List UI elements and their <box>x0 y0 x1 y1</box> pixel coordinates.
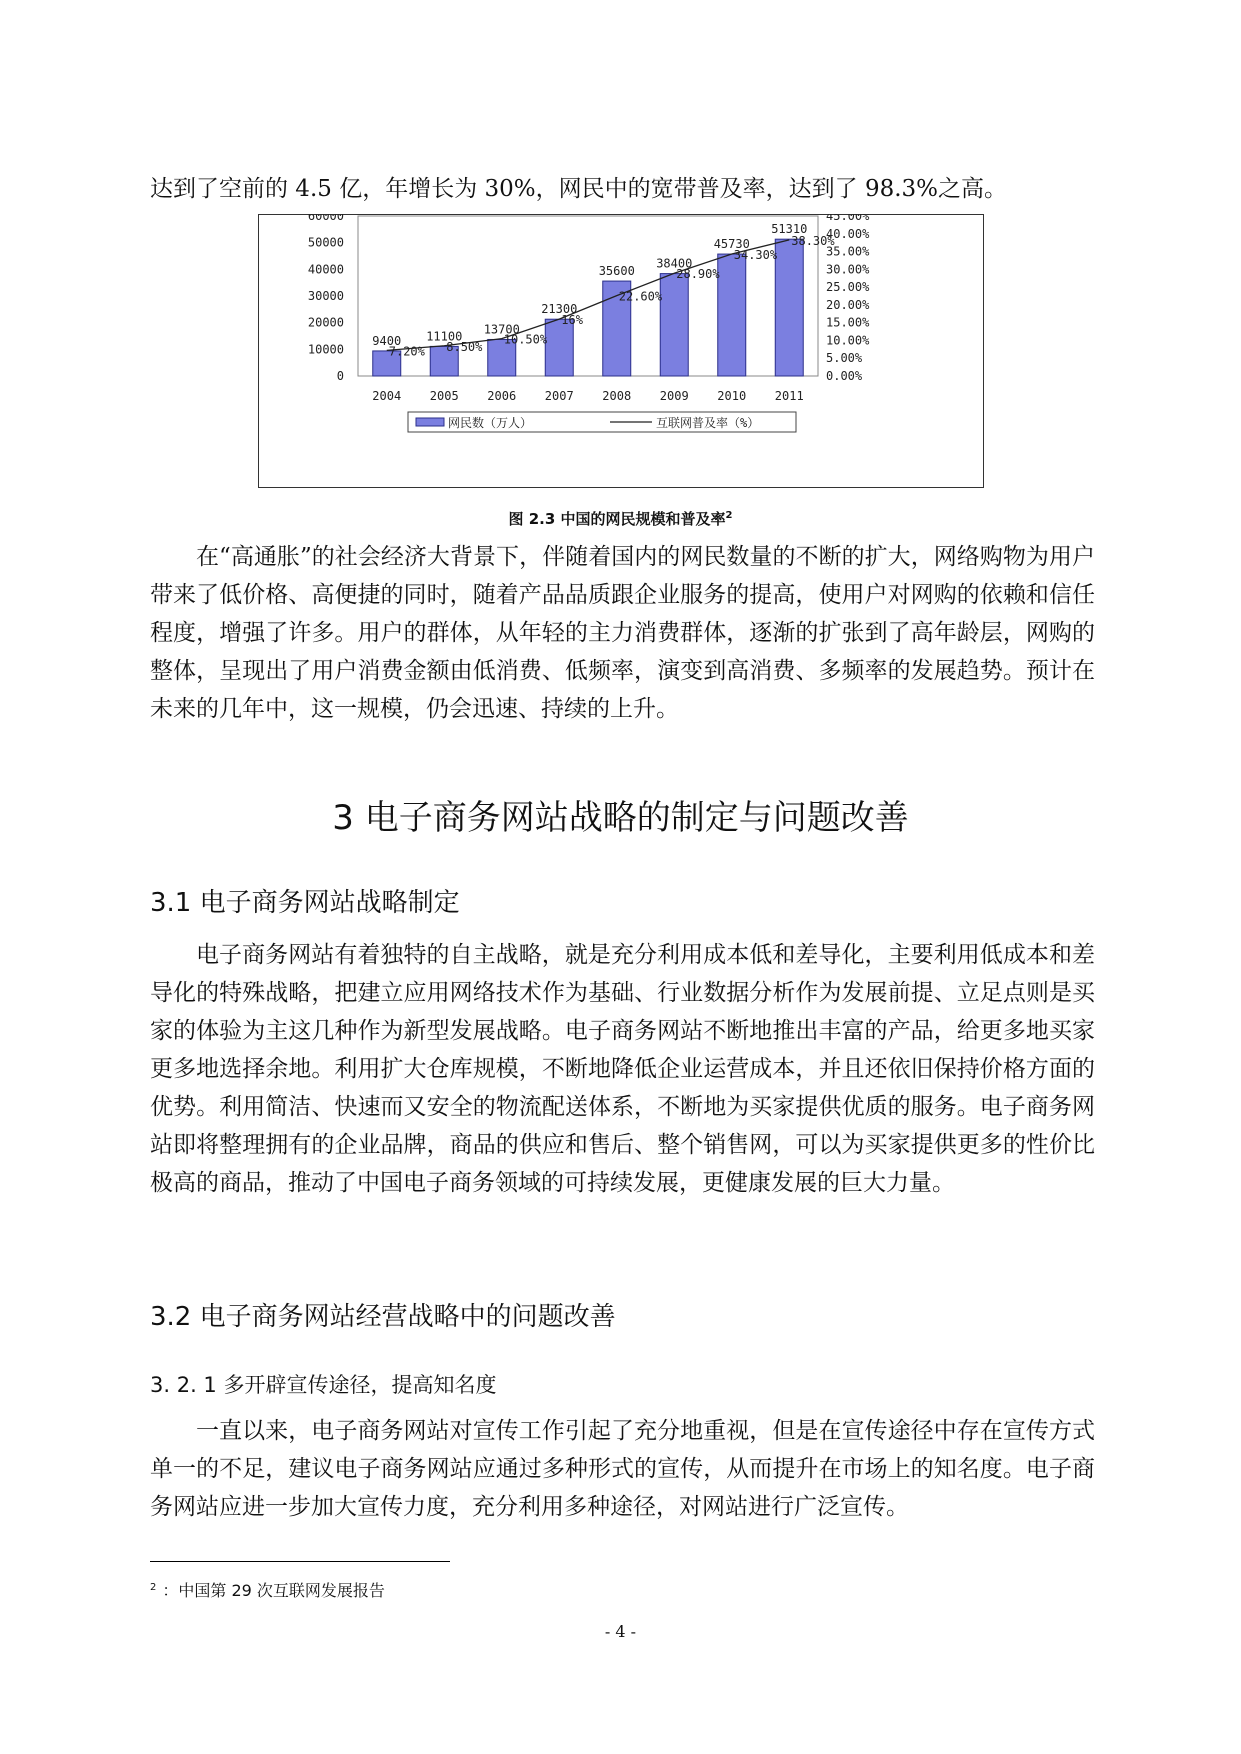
bar <box>660 274 688 376</box>
x-axis-tick-label: 2005 <box>429 389 459 403</box>
line-data-label: 22.60% <box>618 289 663 304</box>
x-axis-tick-label: 2007 <box>544 389 574 403</box>
right-axis-tick-label: 15.00% <box>826 315 870 330</box>
right-axis-tick-label: 40.00% <box>826 226 870 241</box>
left-axis-tick-label: 40000 <box>307 262 344 277</box>
line-data-label: 7.20% <box>388 344 425 359</box>
right-axis-tick-label: 45.00% <box>826 214 870 223</box>
caption-footnote-marker: 2 <box>725 510 733 521</box>
subsection-heading-3-2-1: 3. 2. 1 多开辟宣传途径，提高知名度 <box>150 1373 497 1397</box>
line-data-label: 8.50% <box>446 339 483 354</box>
footnote-separator <box>150 1561 450 1562</box>
bar-data-label: 51310 <box>771 222 808 237</box>
right-axis-tick-label: 30.00% <box>826 262 870 277</box>
footnote <box>150 1578 385 1601</box>
paragraph-top-line: 达到了空前的 4.5 亿，年增长为 30%，网民中的宽带普及率，达到了 98.3%之高。 <box>150 176 1008 202</box>
legend-bar-swatch <box>416 418 444 426</box>
right-axis-tick-label: 0.00% <box>826 369 863 383</box>
left-axis-tick-label: 30000 <box>307 289 344 303</box>
x-axis-tick-label: 2008 <box>602 389 632 403</box>
footnote-marker: 2 <box>150 1581 157 1593</box>
right-axis-tick-label: 25.00% <box>826 280 870 295</box>
x-axis-tick-label: 2006 <box>487 389 517 403</box>
bar <box>775 239 803 376</box>
line-data-label: 10.50% <box>503 332 548 347</box>
paragraph-background: 在“高通胀”的社会经济大背景下，伴随着国内的网民数量的不断的扩大，网络购物为用户带来了低价格、高便捷的同时，随着产品品质跟企业服务的提高，使用户对网购的依赖和信任程度，增强了许多。用户的群体，从年轻的主力消费群体，逐渐的扩张到了高年龄层，网购的整体，呈现出了用户消费金额由低消费、低频率，演变到高消费、多频率的发展趋势。预计在未来的几年中，这一规模，仍会迅速、持续的上升。 <box>150 544 1095 722</box>
line-data-label: 16% <box>561 313 583 328</box>
left-axis-tick-label: 20000 <box>307 315 344 330</box>
bar <box>545 319 573 376</box>
x-axis-tick-label: 2009 <box>659 389 689 403</box>
right-axis-tick-label: 10.00% <box>826 333 870 348</box>
bar-data-label: 13700 <box>483 322 520 337</box>
footnote-text: ：中国第 29 次互联网发展报告 <box>162 1581 385 1600</box>
page-number: - 4 - <box>604 1622 637 1641</box>
section-heading-3-2: 3.2 电子商务网站经营战略中的问题改善 <box>150 1302 616 1332</box>
bar-data-label: 35600 <box>598 264 635 279</box>
right-axis-tick-label: 35.00% <box>826 244 870 259</box>
caption-text: 图 2.3 中国的网民规模和普及率 <box>508 510 726 528</box>
bar-data-label: 9400 <box>372 333 402 348</box>
chart-figure <box>258 214 984 488</box>
bar-data-label: 38400 <box>656 256 693 271</box>
legend-bar-label: 网民数（万人） <box>448 416 533 430</box>
bar-data-label: 11100 <box>426 329 463 344</box>
right-axis-tick-label: 20.00% <box>826 297 870 312</box>
x-axis-tick-label: 2010 <box>717 389 747 403</box>
left-axis-tick-label: 10000 <box>307 342 344 357</box>
section-heading-3-1: 3.1 电子商务网站战略制定 <box>150 888 460 918</box>
left-axis-tick-label: 60000 <box>307 214 344 223</box>
line-data-label: 38.30% <box>791 233 835 248</box>
paragraph-promotion: 一直以来，电子商务网站对宣传工作引起了充分地重视，但是在宣传途径中存在宣传方式单一的不足，建议电子商务网站应通过多种形式的宣传，从而提升在市场上的知名度。电子商务网站应进一步加大宣传力度，充分利用多种途径，对网站进行广泛宣传。 <box>150 1418 1095 1520</box>
internet-users-chart <box>258 214 984 488</box>
right-axis-tick-label: 5.00% <box>826 351 863 366</box>
bar-data-label: 45730 <box>713 237 750 252</box>
figure-caption <box>0 508 1241 529</box>
left-axis-tick-label: 50000 <box>307 235 344 250</box>
bar-data-label: 21300 <box>541 302 578 317</box>
x-axis-tick-label: 2011 <box>774 389 804 403</box>
x-axis-tick-label: 2004 <box>372 389 402 403</box>
chapter-heading: 3 电子商务网站战略的制定与问题改善 <box>332 798 909 838</box>
left-axis-tick-label: 0 <box>336 369 344 383</box>
line-data-label: 34.30% <box>733 248 778 263</box>
legend-line-label: 互联网普及率（%） <box>656 416 760 430</box>
paragraph-strategy: 电子商务网站有着独特的自主战略，就是充分利用成本低和差导化，主要利用低成本和差导化的特殊战略，把建立应用网络技术作为基础、行业数据分析作为发展前提、立足点则是买家的体验为主这几种作为新型发展战略。电子商务网站不断地推出丰富的产品，给更多地买家更多地选择余地。利用扩大仓库规模，不断地降低企业运营成本，并且还依旧保持价格方面的优势。利用简洁、快速而又安全的物流配送体系，不断地为买家提供优质的服务。电子商务网站即将整理拥有的企业品牌，商品的供应和售后、整个销售网，可以为买家提供更多的性价比极高的商品，推动了中国电子商务领域的可持续发展，更健康发展的巨大力量。 <box>150 942 1095 1196</box>
line-data-label: 28.90% <box>676 267 720 282</box>
bar <box>718 254 746 376</box>
